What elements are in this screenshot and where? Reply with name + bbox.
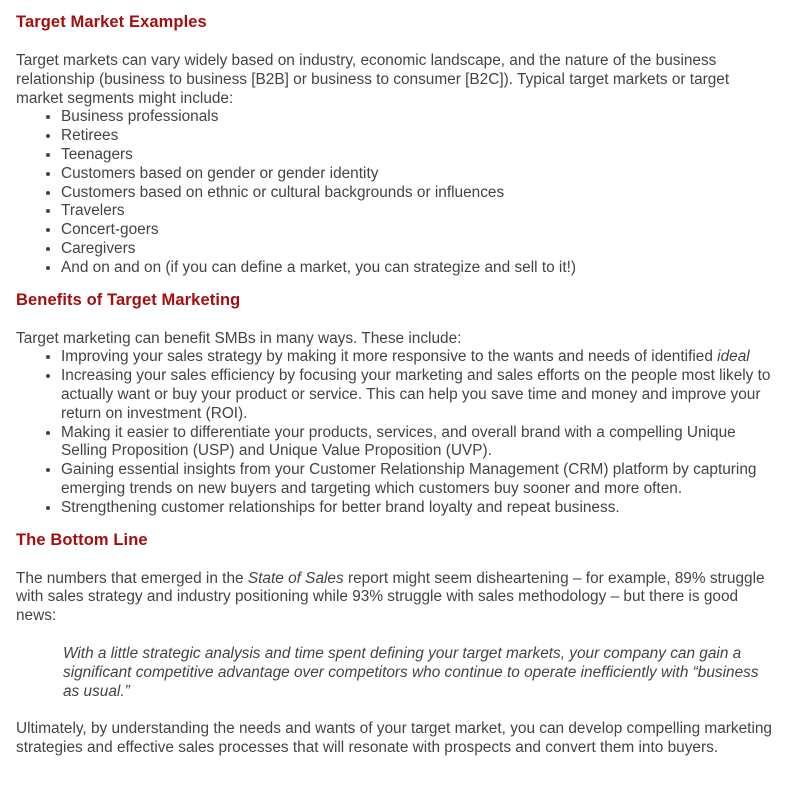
intro-benefits: Target marketing can benefit SMBs in many ways. These include: <box>16 329 462 347</box>
list-item: • Making it easier to differentiate your products, services, and overall brand with a compelling Unique Selling Proposition (USP) and Unique Value Proposition (UVP). <box>61 424 780 462</box>
list-item: • Strengthening customer relationships for better brand loyalty and repeat business. <box>61 499 780 518</box>
list-item: • Teenagers <box>61 146 780 165</box>
heading-target-market-examples: Target Market Examples <box>16 13 207 31</box>
benefits-list <box>16 348 780 517</box>
heading-benefits-of-target-marketing: Benefits of Target Marketing <box>16 290 241 309</box>
list-item: • Caregivers <box>61 240 780 259</box>
list-item: • Customers based on gender or gender identity <box>61 165 780 184</box>
spacer <box>16 701 780 720</box>
paragraph-text: The numbers that emerged in the <box>16 569 248 587</box>
list-item: • Gaining essential insights from your Customer Relationship Management (CRM) platform by capturing emerging trends on new buyers and targeting which customers buy sooner and more often. <box>61 461 780 499</box>
paragraph-text: report might seem disheartening – for example, 89% struggle with sales strategy and industry positioning while 93% struggle with sales methodology – but there is good news: <box>16 569 765 625</box>
spacer <box>16 626 780 645</box>
list-item: • Travelers <box>61 202 780 221</box>
intro-target-market-examples: Target markets can vary widely based on industry, economic landscape, and the nature of the business relationship (business to business [B2B] or business to consumer [B2C]). Typical target markets or target market segments might include: <box>16 52 730 107</box>
report-title: State of Sales <box>247 569 344 587</box>
list-item: • Customers based on ethnic or cultural backgrounds or influences <box>61 184 780 203</box>
list-item: • Retirees <box>61 127 780 146</box>
list-item: • Increasing your sales efficiency by focusing your marketing and sales efforts on the people most likely to actually want or buy your product or service. This can help you save time and money and improve your return on investment (ROI). <box>61 367 780 423</box>
spacer <box>16 310 780 330</box>
conclusion-paragraph: Ultimately, by understanding the needs and wants of your target market, you can develop compelling marketing strategies and effective sales processes that will resonate with prospects and convert them into buyers. <box>16 720 772 757</box>
target-market-list <box>16 108 780 277</box>
list-item-text: Improving your sales strategy by making it more responsive to the wants and needs of identified <box>61 348 718 366</box>
spacer <box>16 32 780 52</box>
list-item: • Concert-goers <box>61 221 780 240</box>
bottom-line-paragraph <box>16 570 780 626</box>
blockquote: With a little strategic analysis and time spent defining your target markets, your company can gain a significant competitive advantage over competitors who continue to operate inefficiently with “business as usual.” <box>63 644 759 700</box>
list-item: • Business professionals <box>61 108 780 127</box>
list-item <box>61 348 780 367</box>
heading-the-bottom-line: The Bottom Line <box>16 530 148 549</box>
spacer <box>16 550 780 570</box>
list-item-emphasis: ideal <box>717 348 750 366</box>
list-item: • And on and on (if you can define a market, you can strategize and sell to it!) <box>61 259 780 278</box>
